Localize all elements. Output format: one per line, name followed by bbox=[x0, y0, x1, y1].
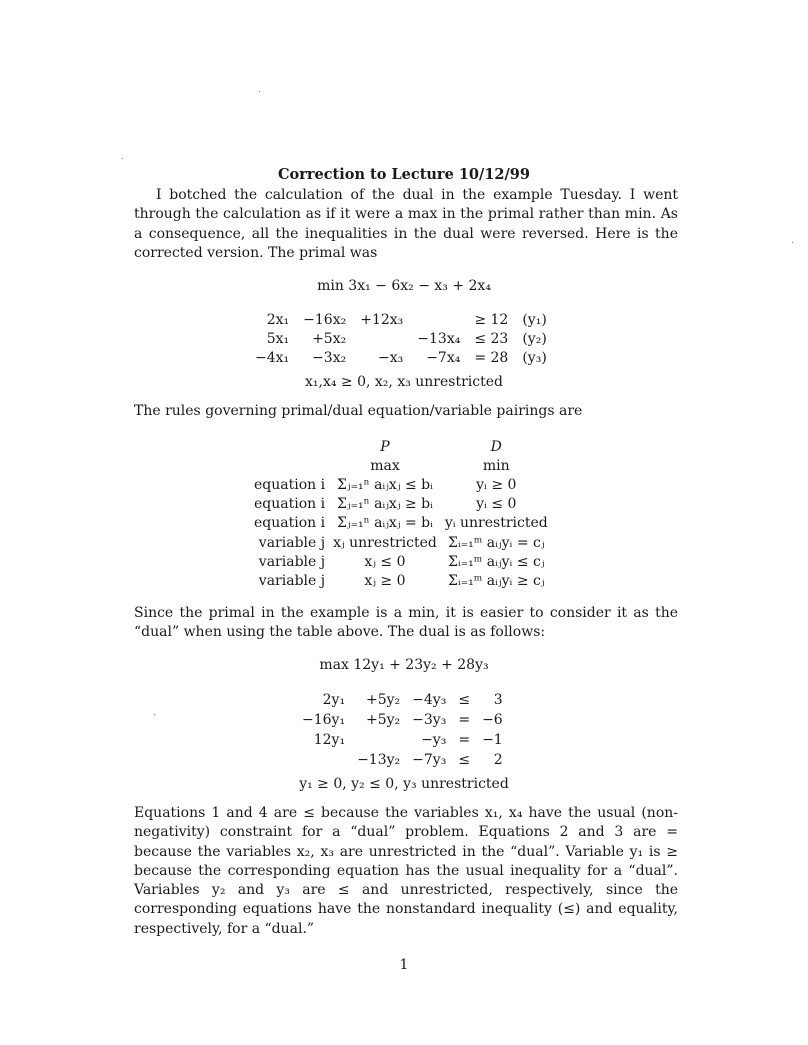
rules-dual-cell: Σᵢ₌₁ᵐ aᵢⱼyᵢ ≤ cⱼ bbox=[448, 553, 545, 570]
scan-speck bbox=[122, 158, 123, 159]
rules-dual-sense: min bbox=[482, 457, 510, 474]
rules-primal-cell: Σⱼ₌₁ⁿ aᵢⱼxⱼ ≥ bᵢ bbox=[336, 496, 433, 513]
dual-rel-cell: ≤ bbox=[458, 692, 471, 708]
primal-c4-cell bbox=[410, 310, 467, 329]
dual-constraint-row bbox=[296, 690, 509, 710]
rules-row bbox=[250, 571, 552, 590]
primal-c3-cell: −x₃ bbox=[378, 349, 404, 366]
rules-row-label: variable j bbox=[258, 534, 326, 551]
dual-objective: max 12y₁ + 23y₂ + 28y₃ bbox=[319, 657, 489, 673]
dual-rel-cell: = bbox=[458, 712, 471, 728]
dual-c2-cell: +5y₂ bbox=[365, 692, 401, 708]
dual-rhs-cell: −6 bbox=[482, 712, 503, 728]
dual-sign-constraints: y₁ ≥ 0, y₂ ≤ 0, y₃ unrestricted bbox=[299, 776, 509, 792]
rules-primal-cell: xⱼ ≥ 0 bbox=[364, 572, 406, 589]
dual-rhs-cell: −1 bbox=[482, 732, 503, 748]
rules-row-label: variable j bbox=[258, 553, 326, 570]
dual-c3-cell: −4y₃ bbox=[412, 692, 447, 708]
primal-sign-constraints: x₁,x₄ ≥ 0, x₂, x₃ unrestricted bbox=[305, 374, 503, 390]
rules-primal-cell: Σⱼ₌₁ⁿ aᵢⱼxⱼ ≤ bᵢ bbox=[336, 476, 433, 493]
rules-primal-cell: xⱼ unrestricted bbox=[333, 534, 437, 551]
primal-c1-cell: 2x₁ bbox=[266, 311, 290, 328]
dual-rhs-cell: 3 bbox=[493, 692, 503, 708]
primal-c2-cell: −3x₂ bbox=[312, 349, 347, 366]
conclusion-text: Equations 1 and 4 are ≤ because the variables x₁, x₄ have the usual (non-negativity) constraint for a “dual” problem. Equations 2 and 3 are = because the variables x₂, x₃ are unrestricted in the “dual”. Variable y₁ is ≥ because the corresponding equation has the usual inequality for a “dual”. Variables y₂ and y₃ are ≤ and unrestricted, respectively, since the corresponding equations have the nonstandard inequality (≤) and equality, respectively, for a “dual.” bbox=[134, 805, 678, 937]
rules-row-label: equation i bbox=[254, 515, 326, 532]
rules-row bbox=[250, 495, 552, 514]
rules-row-label: variable j bbox=[258, 572, 326, 589]
dual-intro-paragraph bbox=[134, 604, 678, 643]
document-title: Correction to Lecture 10/12/99 bbox=[278, 166, 530, 183]
dual-c1-cell: 12y₁ bbox=[313, 732, 346, 748]
scan-speck bbox=[259, 91, 260, 92]
rules-intro-paragraph bbox=[134, 402, 678, 421]
primal-constraint-row bbox=[248, 310, 554, 329]
primal-label-cell: (y₁) bbox=[522, 311, 547, 328]
rules-row-label: equation i bbox=[254, 496, 326, 513]
dual-constraint-row bbox=[296, 730, 509, 750]
primal-c4-cell: −13x₄ bbox=[417, 330, 461, 347]
rules-row bbox=[250, 552, 552, 571]
rules-dual-cell: yᵢ unrestricted bbox=[444, 515, 548, 532]
rules-primal-cell: Σⱼ₌₁ⁿ aᵢⱼxⱼ = bᵢ bbox=[336, 515, 433, 532]
primal-c2-cell: −16x₂ bbox=[303, 311, 347, 328]
dual-c1-cell: 2y₁ bbox=[322, 692, 346, 708]
pairing-rules-table bbox=[250, 437, 552, 591]
dual-c1-cell bbox=[296, 750, 351, 770]
rules-row bbox=[250, 533, 552, 552]
dual-c3-cell: −7y₃ bbox=[412, 752, 447, 768]
dual-c1-cell: −16y₁ bbox=[302, 712, 346, 728]
rules-col-primal: P bbox=[380, 438, 390, 455]
dual-c2-cell: +5y₂ bbox=[365, 712, 401, 728]
rules-row bbox=[250, 514, 552, 533]
primal-label-cell: (y₂) bbox=[522, 330, 547, 347]
primal-label-cell: (y₃) bbox=[522, 349, 547, 366]
primal-c2-cell: +5x₂ bbox=[312, 330, 347, 347]
rules-dual-cell: yᵢ ≥ 0 bbox=[476, 476, 517, 493]
primal-c1-cell: −4x₁ bbox=[255, 349, 290, 366]
scan-speck bbox=[154, 714, 155, 715]
dual-rel-cell: = bbox=[458, 732, 471, 748]
dual-constraints bbox=[296, 690, 509, 770]
dual-rhs-cell: 2 bbox=[493, 752, 503, 768]
dual-intro-text: Since the primal in the example is a min, it is easier to consider it as the “dual” when using the table above. The dual is as follows: bbox=[134, 605, 678, 641]
rules-dual-cell: yᵢ ≤ 0 bbox=[476, 496, 517, 513]
primal-constraint-row bbox=[248, 329, 554, 348]
rules-dual-cell: Σᵢ₌₁ᵐ aᵢⱼyᵢ ≥ cⱼ bbox=[448, 572, 545, 589]
primal-c3-cell bbox=[353, 329, 410, 348]
primal-c1-cell: 5x₁ bbox=[266, 330, 290, 347]
dual-c3-cell: −3y₃ bbox=[412, 712, 447, 728]
dual-constraint-row bbox=[296, 750, 509, 770]
primal-rel-cell: ≥ 12 bbox=[474, 311, 509, 328]
primal-objective: min 3x₁ − 6x₂ − x₃ + 2x₄ bbox=[317, 278, 491, 294]
primal-c3-cell: +12x₃ bbox=[360, 311, 404, 328]
rules-dual-cell: Σᵢ₌₁ᵐ aᵢⱼyᵢ = cⱼ bbox=[448, 534, 545, 551]
primal-c4-cell: −7x₄ bbox=[426, 349, 461, 366]
conclusion-paragraph bbox=[134, 804, 678, 939]
dual-rel-cell: ≤ bbox=[458, 752, 471, 768]
scan-speck bbox=[792, 242, 793, 243]
primal-constraint-row bbox=[248, 348, 554, 367]
dual-constraint-row bbox=[296, 710, 509, 730]
dual-c3-cell: −y₃ bbox=[421, 732, 447, 748]
rules-intro-text: The rules governing primal/dual equation/variable pairings are bbox=[134, 403, 583, 419]
primal-rel-cell: ≤ 23 bbox=[474, 330, 509, 347]
intro-paragraph bbox=[134, 186, 678, 263]
rules-row-label: equation i bbox=[254, 476, 326, 493]
rules-row bbox=[250, 475, 552, 494]
intro-text: I botched the calculation of the dual in the example Tuesday. I went through the calculation as if it were a max in the primal rather than min. As a consequence, all the inequalities in the dual were reversed. Here is the corrected version. The primal was bbox=[134, 187, 678, 261]
rules-primal-sense: max bbox=[370, 457, 400, 474]
page-number: 1 bbox=[399, 957, 409, 973]
dual-c2-cell bbox=[351, 730, 406, 750]
rules-col-dual: D bbox=[490, 438, 502, 455]
primal-constraints bbox=[248, 310, 554, 367]
primal-rel-cell: = 28 bbox=[474, 349, 509, 366]
dual-c2-cell: −13y₂ bbox=[357, 752, 401, 768]
rules-primal-cell: xⱼ ≤ 0 bbox=[364, 553, 406, 570]
